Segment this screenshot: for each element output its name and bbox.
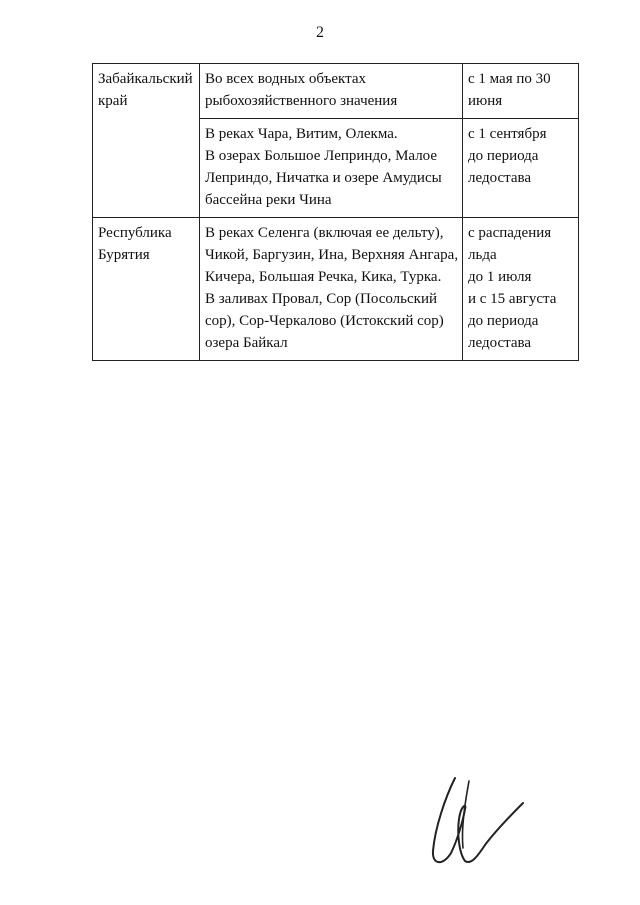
location-text: бассейна реки Чина [205,192,332,208]
period-cell [463,64,579,119]
period-text: льда [468,247,497,263]
table-row [93,218,579,361]
region-cell [93,218,200,361]
period-text: с 1 мая по 30 [468,71,551,87]
period-text: с распадения [468,225,552,241]
location-text: Кичера, Большая Речка, Кика, Турка. [205,269,442,285]
location-text: озера Байкал [205,335,288,351]
page-number: 2 [316,24,324,41]
region-text: Республика [98,225,172,241]
location-text: В реках Селенга (включая ее дельту), [205,225,444,241]
period-text: ледостава [468,170,532,186]
period-text: ледостава [468,335,532,351]
location-cell [200,119,463,218]
table-row [93,64,579,119]
period-cell [463,119,579,218]
region-text: Бурятия [98,247,150,263]
location-text: Чикой, Баргузин, Ина, Верхняя Ангара, [205,247,459,263]
region-text: край [98,93,128,109]
fishing-restrictions-table [92,63,579,361]
location-text: В реках Чара, Витим, Олекма. [205,126,398,142]
location-text: Во всех водных объектах [205,71,366,87]
period-text: до периода [468,313,539,329]
handwritten-signature-icon [425,773,535,868]
period-text: июня [468,93,503,109]
location-text: В озерах Большое Леприндо, Малое [205,148,438,164]
location-text: Леприндо, Ничатка и озере Амудисы [205,170,442,186]
period-text: до периода [468,148,539,164]
region-text: Забайкальский [98,71,193,87]
location-text: рыбохозяйственного значения [205,93,398,109]
region-cell [93,64,200,218]
location-text: сор), Сор-Черкалово (Истокский сор) [205,313,444,329]
location-cell [200,218,463,361]
location-text: В заливах Провал, Сор (Посольский [205,291,438,307]
period-text: с 1 сентября [468,126,547,142]
period-text: и с 15 августа [468,291,557,307]
period-text: до 1 июля [468,269,532,285]
location-cell [200,64,463,119]
period-cell [463,218,579,361]
